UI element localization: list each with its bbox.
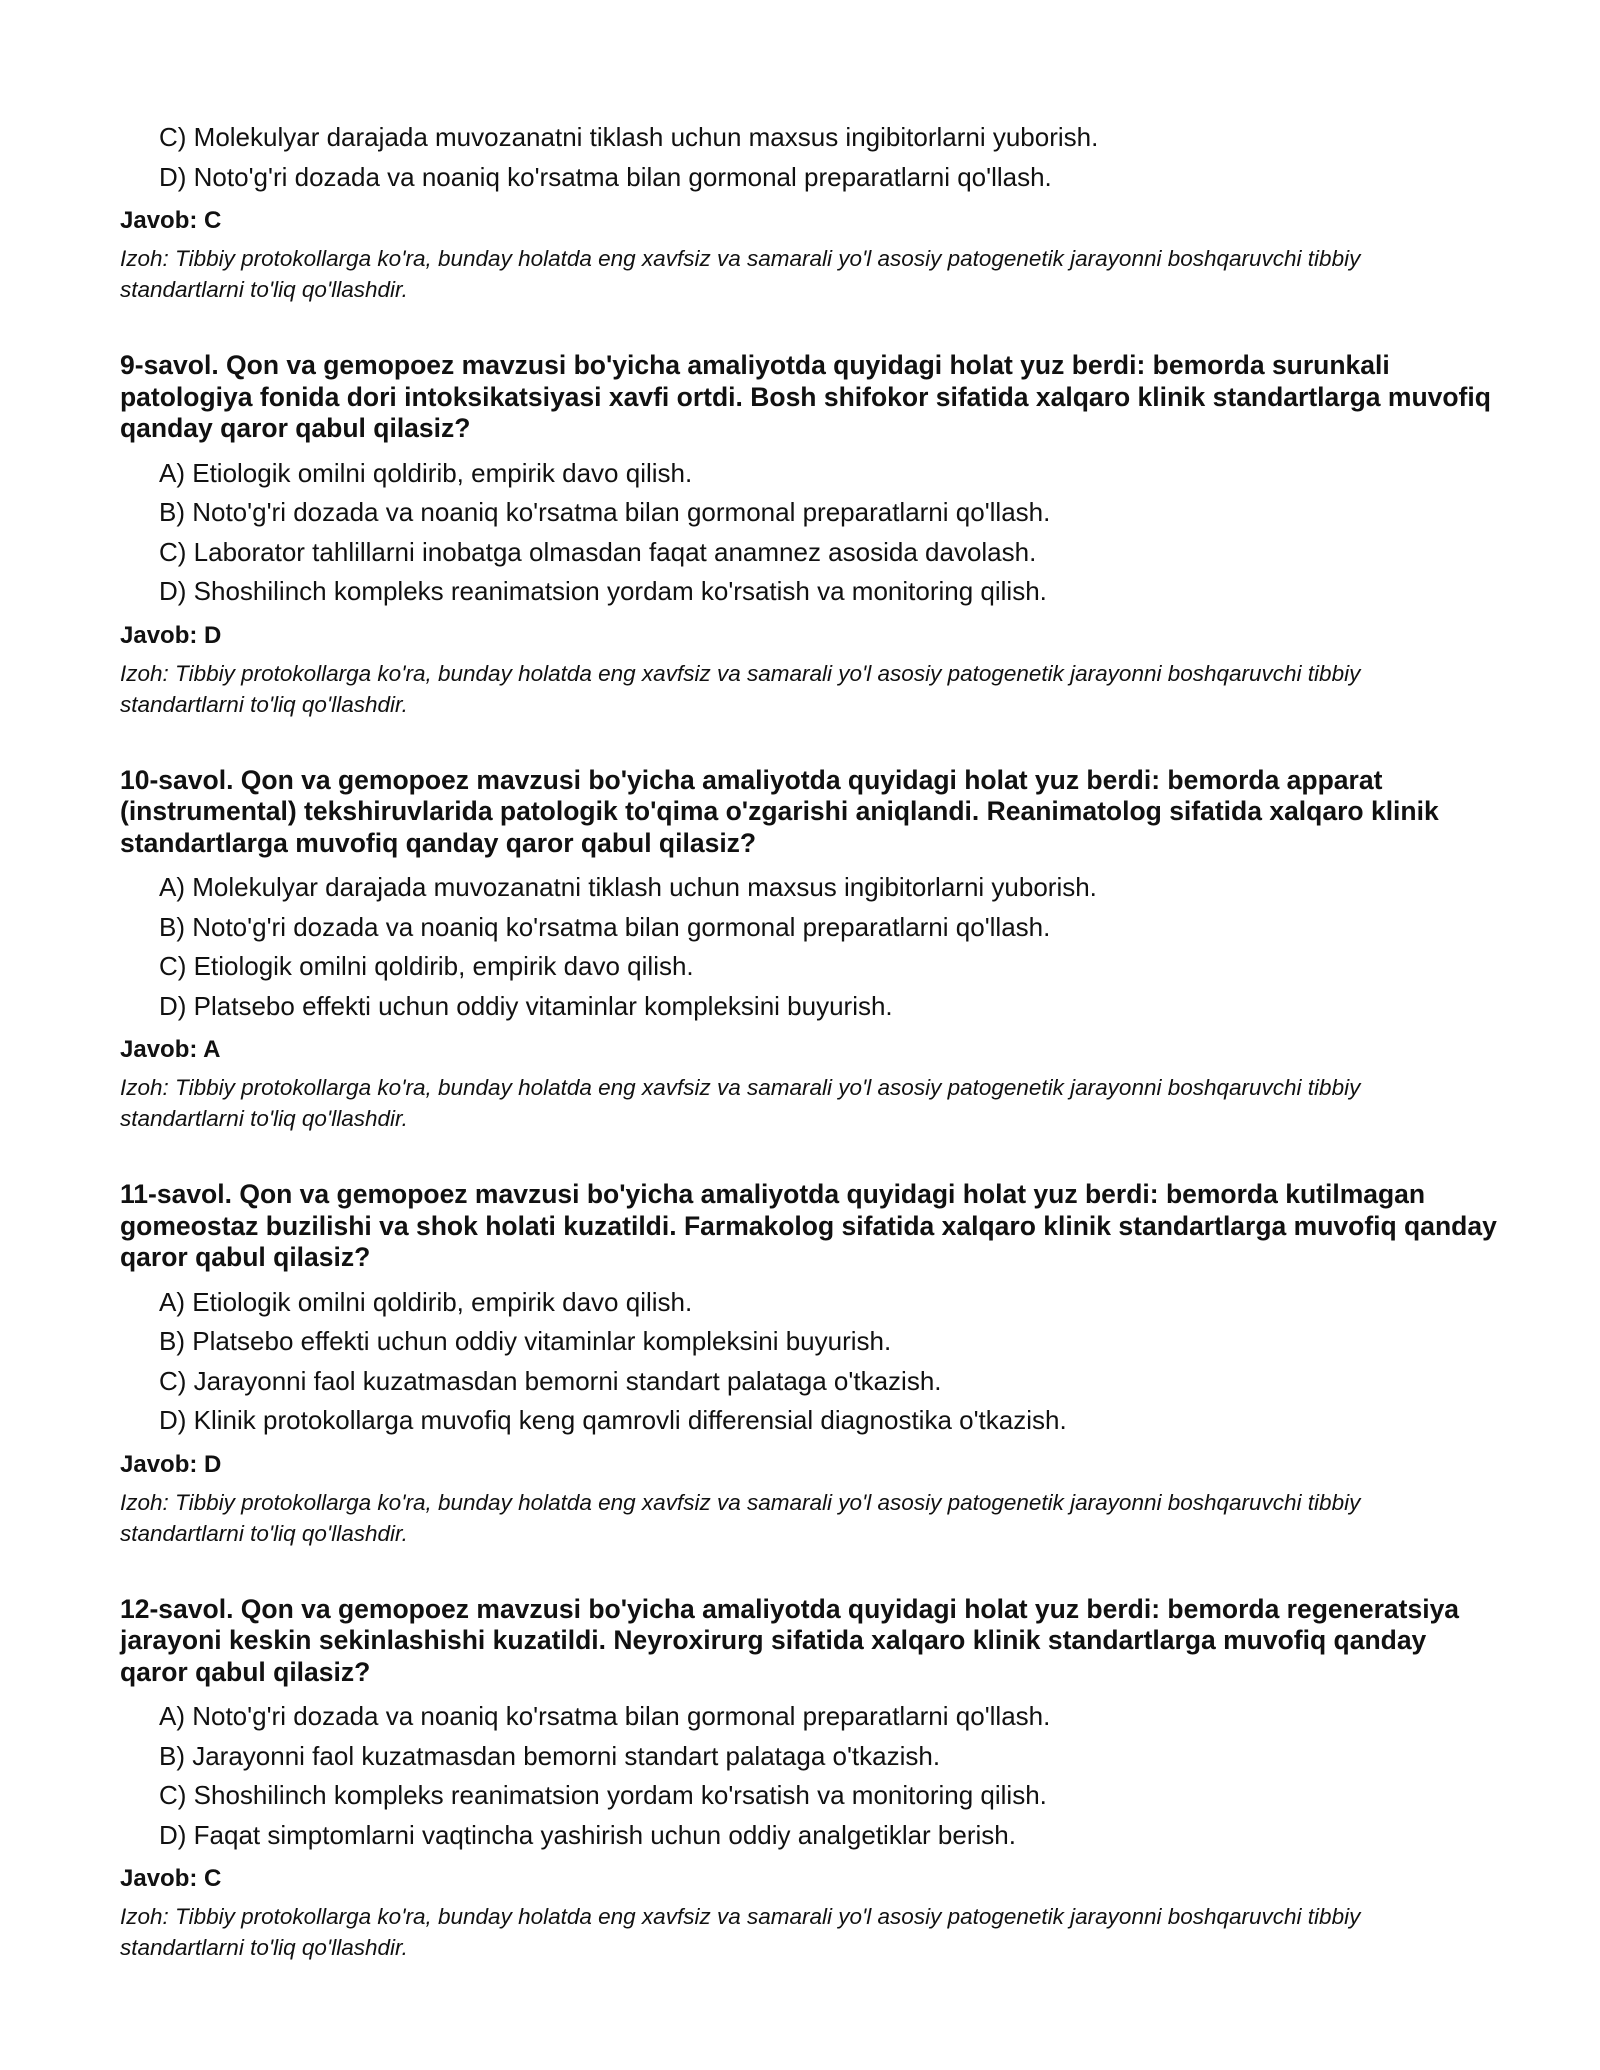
question-block-11 — [120, 1179, 1500, 1549]
option-c: C) Etiologik omilni qoldirib, empirik davo qilish. — [159, 951, 694, 981]
answer-label: Javob: C — [120, 207, 222, 234]
option-b: B) Platsebo effekti uchun oddiy vitaminlar kompleksini buyurish. — [159, 1326, 892, 1356]
option-a: A) Noto'g'ri dozada va noaniq ko'rsatma bilan gormonal preparatlarni qo'llash. — [159, 1701, 1051, 1731]
answer-label: Javob: D — [120, 1450, 222, 1478]
question-text: 11-savol. Qon va gemopoez mavzusi bo'yicha amaliyotda quyidagi holat yuz berdi: bemorda kutilmagan gomeostaz buzilishi va shok holati kuzatildi. Farmakolog sifatida xalqaro klinik standartlarga muvofiq qanday qaror qabul qilasiz? — [120, 1179, 1497, 1272]
question-text: 10-savol. Qon va gemopoez mavzusi bo'yicha amaliyotda quyidagi holat yuz berdi: bemorda apparat (instrumental) tekshiruvlarida patologik to'qima o'zgarishi aniqlandi. Reanimatolog sifatida xalqaro klinik standartlarga muvofiq qanday qaror qabul qilasiz? — [120, 764, 1439, 858]
option-a: A) Etiologik omilni qoldirib, empirik davo qilish. — [159, 1286, 693, 1317]
option-d: D) Shoshilinch kompleks reanimatsion yordam ko'rsatish va monitoring qilish. — [159, 576, 1047, 606]
option-b: B) Jarayonni faol kuzatmasdan bemorni standart palataga o'tkazish. — [159, 1740, 941, 1771]
option-d: D) Faqat simptomlarni vaqtincha yashirish uchun oddiy analgetiklar berish. — [159, 1819, 1016, 1850]
explanation-text: Izoh: Tibbiy protokollarga ko'ra, bunday holatda eng xavfsiz va samarali yo'l asosiy patogenetik jarayonni boshqaruvchi tibbiy standartlarni to'liq qo'llashdir. — [120, 1904, 1361, 1960]
question-text: 12-savol. Qon va gemopoez mavzusi bo'yicha amaliyotda quyidagi holat yuz berdi: bemorda regeneratsiya jarayoni keskin sekinlashishi kuzatildi. Neyroxirurg sifatida xalqaro klinik standartlarga muvofiq qanday qaror qabul qilasiz? — [120, 1593, 1460, 1687]
option-d: D) Klinik protokollarga muvofiq keng qamrovli differensial diagnostika o'tkazish. — [159, 1405, 1067, 1435]
answer-label: Javob: A — [120, 1036, 221, 1063]
option-c: C) Molekulyar darajada muvozanatni tiklash uchun maxsus ingibitorlarni yuborish. — [159, 122, 1099, 152]
explanation-text: Izoh: Tibbiy protokollarga ko'ra, bunday holatda eng xavfsiz va samarali yo'l asosiy patogenetik jarayonni boshqaruvchi tibbiy standartlarni to'liq qo'llashdir. — [120, 1075, 1361, 1131]
option-a: A) Molekulyar darajada muvozanatni tiklash uchun maxsus ingibitorlarni yuborish. — [159, 872, 1097, 902]
option-b: B) Noto'g'ri dozada va noaniq ko'rsatma bilan gormonal preparatlarni qo'llash. — [159, 497, 1051, 527]
option-c: C) Jarayonni faol kuzatmasdan bemorni standart palataga o'tkazish. — [159, 1365, 942, 1396]
option-a: A) Etiologik omilni qoldirib, empirik davo qilish. — [159, 457, 693, 488]
explanation-text: Izoh: Tibbiy protokollarga ko'ra, bunday holatda eng xavfsiz va samarali yo'l asosiy patogenetik jarayonni boshqaruvchi tibbiy standartlarni to'liq qo'llashdir. — [120, 246, 1361, 302]
answer-label: Javob: C — [120, 1865, 222, 1892]
option-d: D) Noto'g'ri dozada va noaniq ko'rsatma bilan gormonal preparatlarni qo'llash. — [159, 161, 1052, 192]
document-page — [120, 118, 1500, 2008]
option-c: C) Shoshilinch kompleks reanimatsion yordam ko'rsatish va monitoring qilish. — [159, 1780, 1047, 1810]
question-block-12 — [120, 1594, 1500, 1964]
answer-label: Javob: D — [120, 621, 222, 649]
question-text: 9-savol. Qon va gemopoez mavzusi bo'yicha amaliyotda quyidagi holat yuz berdi: bemorda surunkali patologiya fonida dori intoksikatsiyasi xavfi ortdi. Bosh shifokor sifatida xalqaro klinik standartlarga muvofiq qanday qaror qabul qilasiz? — [120, 350, 1491, 443]
explanation-text: Izoh: Tibbiy protokollarga ko'ra, bunday holatda eng xavfsiz va samarali yo'l asosiy patogenetik jarayonni boshqaruvchi tibbiy standartlarni to'liq qo'llashdir. — [120, 660, 1361, 717]
explanation-text: Izoh: Tibbiy protokollarga ko'ra, bunday holatda eng xavfsiz va samarali yo'l asosiy patogenetik jarayonni boshqaruvchi tibbiy standartlarni to'liq qo'llashdir. — [120, 1489, 1361, 1546]
question-block-8-continued — [120, 118, 1500, 305]
option-d: D) Platsebo effekti uchun oddiy vitaminlar kompleksini buyurish. — [159, 990, 893, 1021]
option-b: B) Noto'g'ri dozada va noaniq ko'rsatma bilan gormonal preparatlarni qo'llash. — [159, 911, 1051, 942]
question-block-10 — [120, 765, 1500, 1135]
question-block-9 — [120, 350, 1500, 720]
option-c: C) Laborator tahlillarni inobatga olmasdan faqat anamnez asosida davolash. — [159, 536, 1037, 567]
